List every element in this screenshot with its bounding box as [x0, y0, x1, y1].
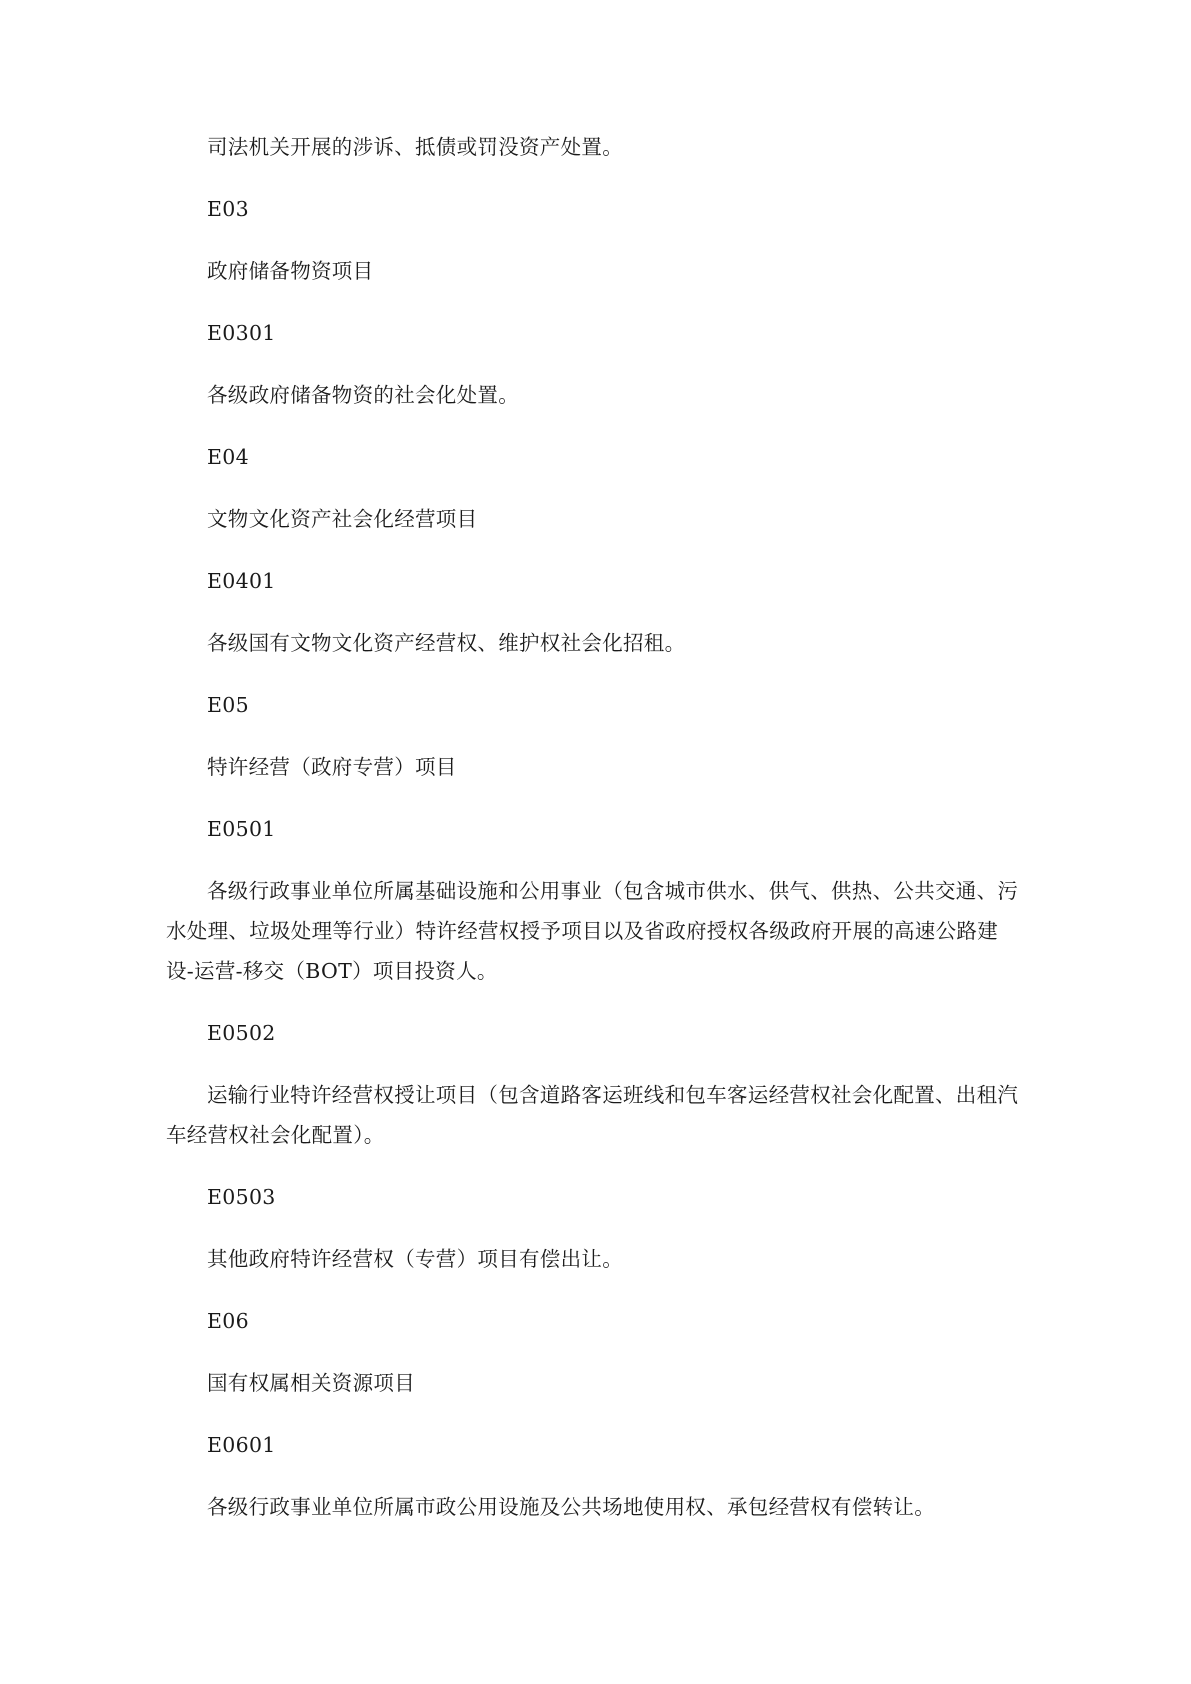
item-desc-e0502: 运输行业特许经营权授让项目（包含道路客运班线和包车客运经营权社会化配置、出租汽车经营权社会化配置）。: [166, 1083, 1019, 1147]
item-desc-e0301: 各级政府储备物资的社会化处置。: [207, 383, 519, 407]
category-title-e03: 政府储备物资项目: [207, 259, 374, 283]
item-desc-e0601: 各级行政事业单位所属市政公用设施及公共场地使用权、承包经营权有偿转让。: [207, 1495, 935, 1519]
item-desc-e0503: 其他政府特许经营权（专营）项目有偿出让。: [207, 1247, 623, 1271]
category-code-e05: E05: [207, 693, 249, 717]
item-code-e0503: E0503: [207, 1185, 276, 1209]
item-code-e0501: E0501: [207, 817, 276, 841]
item-code-e0301: E0301: [207, 321, 276, 345]
category-title-e06: 国有权属相关资源项目: [207, 1371, 415, 1395]
item-code-e0502: E0502: [207, 1021, 276, 1045]
category-title-e05: 特许经营（政府专营）项目: [207, 755, 457, 779]
item-desc-e0501: 各级行政事业单位所属基础设施和公用事业（包含城市供水、供气、供热、公共交通、污水处理、垃圾处理等行业）特许经营权授予项目以及省政府授权各级政府开展的高速公路建设-运营-移交（BOT）项目投资人。: [166, 879, 1019, 983]
category-code-e06: E06: [207, 1309, 249, 1333]
document-body: [166, 127, 1026, 1527]
paragraph-disposal-judicial: 司法机关开展的涉诉、抵债或罚没资产处置。: [207, 135, 623, 159]
category-code-e03: E03: [207, 197, 249, 221]
category-title-e04: 文物文化资产社会化经营项目: [207, 507, 478, 531]
item-code-e0401: E0401: [207, 569, 276, 593]
category-code-e04: E04: [207, 445, 249, 469]
item-code-e0601: E0601: [207, 1433, 276, 1457]
item-desc-e0401: 各级国有文物文化资产经营权、维护权社会化招租。: [207, 631, 686, 655]
